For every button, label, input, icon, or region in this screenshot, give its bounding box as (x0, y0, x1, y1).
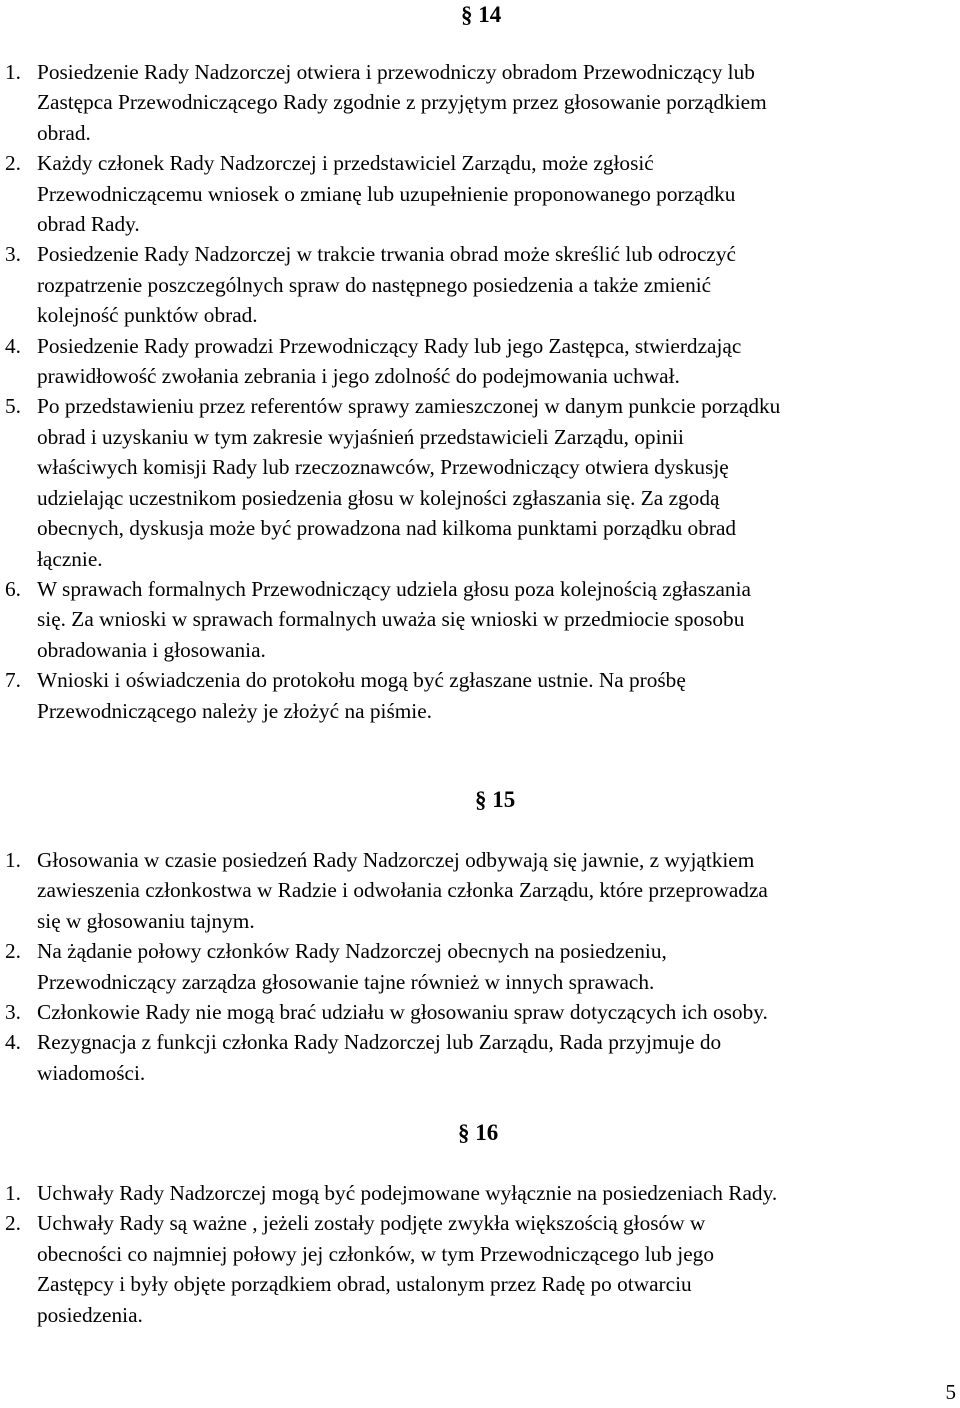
item-text-line: udzielając uczestnikom posiedzenia głosu w kolejności zgłaszania się. Za zgodą (37, 485, 720, 510)
item-text-line: obecnych, dyskusja może być prowadzona nad kilkoma punktami porządku obrad (37, 516, 737, 541)
section-16-list (0, 1178, 960, 1330)
item-text-line: W sprawach formalnych Przewodniczący udziela głosu poza kolejnością zgłaszania (37, 576, 751, 601)
list-item (0, 148, 960, 239)
item-text-line: Posiedzenie Rady Nadzorczej w trakcie trwania obrad może skreślić lub odroczyć (37, 242, 736, 267)
item-number: 1. (5, 1181, 21, 1205)
section-heading-15: § 15 (475, 787, 516, 812)
list-item (0, 391, 960, 573)
item-text-line: Uchwały Rady są ważne , jeżeli zostały podjęte zwykła większością głosów w (37, 1211, 706, 1236)
item-text-line: łącznie. (37, 546, 103, 571)
list-item (0, 239, 960, 330)
item-text-line: Na żądanie połowy członków Rady Nadzorczej obecnych na posiedzeniu, (37, 939, 667, 964)
section-15-list (0, 845, 960, 1088)
item-text-line: Po przedstawieniu przez referentów sprawy zamieszczonej w danym punkcie porządku (37, 394, 781, 419)
item-text-line: Uchwały Rady Nadzorczej mogą być podejmowane wyłącznie na posiedzeniach Rady. (37, 1181, 778, 1205)
item-text-line: Posiedzenie Rady prowadzi Przewodniczący Rady lub jego Zastępca, stwierdzając (37, 333, 742, 358)
list-item (0, 331, 960, 392)
item-number: 4. (5, 1030, 21, 1055)
item-text-line: obrad. (37, 120, 91, 145)
item-text-line: Przewodniczącego należy je złożyć na piśmie. (37, 698, 432, 723)
item-text-line: posiedzenia. (37, 1302, 143, 1327)
item-text-line: się w głosowaniu tajnym. (37, 908, 255, 933)
item-number: 1. (5, 848, 21, 872)
item-text-line: kolejność punktów obrad. (37, 303, 258, 328)
item-text-line: obradowania i głosowania. (37, 637, 266, 662)
item-text-line: Głosowania w czasie posiedzeń Rady Nadzorczej odbywają się jawnie, z wyjątkiem (37, 848, 755, 872)
list-item (0, 1208, 960, 1330)
section-heading-16: § 16 (458, 1120, 499, 1145)
item-number: 4. (5, 333, 21, 358)
item-text-line: się. Za wnioski w sprawach formalnych uważa się wnioski w przedmiocie sposobu (37, 607, 745, 632)
item-number: 1. (5, 60, 21, 84)
list-item (0, 845, 960, 936)
item-text-line: obrad i uzyskaniu w tym zakresie wyjaśnień przedstawicieli Zarządu, opinii (37, 424, 684, 449)
item-number: 3. (5, 242, 21, 267)
item-text-line: rozpatrzenie poszczególnych spraw do następnego posiedzenia a także zmienić (37, 272, 712, 297)
item-text-line: wiadomości. (37, 1060, 146, 1085)
item-number: 6. (5, 576, 21, 601)
list-item (0, 1027, 960, 1088)
item-text-line: Każdy członek Rady Nadzorczej i przedstawiciel Zarządu, może zgłosić (37, 151, 654, 176)
list-item (0, 57, 960, 148)
list-item (0, 936, 960, 997)
item-text-line: obrad Rady. (37, 212, 140, 237)
item-text-line: zawieszenia członkostwa w Radzie i odwołania członka Zarządu, które przeprowadza (37, 878, 768, 903)
item-text-line: prawidłowość zwołania zebrania i jego zdolność do podejmowania uchwał. (37, 364, 680, 389)
list-item (0, 665, 960, 726)
item-number: 3. (5, 1000, 21, 1025)
item-text-line: Posiedzenie Rady Nadzorczej otwiera i przewodniczy obradom Przewodniczący lub (37, 60, 755, 84)
item-text-line: Wnioski i oświadczenia do protokołu mogą być zgłaszane ustnie. Na prośbę (37, 668, 686, 693)
page-number: 5 (945, 1380, 956, 1404)
list-item (0, 574, 960, 665)
item-number: 7. (5, 668, 21, 693)
item-text-line: Przewodniczący zarządza głosowanie tajne również w innych sprawach. (37, 969, 655, 994)
item-text-line: Członkowie Rady nie mogą brać udziału w głosowaniu spraw dotyczących ich osoby. (37, 1000, 768, 1025)
list-item (0, 1178, 960, 1208)
item-text-line: Przewodniczącemu wniosek o zmianę lub uzupełnienie proponowanego porządku (37, 181, 736, 206)
item-number: 5. (5, 394, 21, 419)
item-text-line: Rezygnacja z funkcji członka Rady Nadzorczej lub Zarządu, Rada przyjmuje do (37, 1030, 722, 1055)
item-text-line: Zastępca Przewodniczącego Rady zgodnie z przyjętym przez głosowanie porządkiem (37, 90, 767, 115)
section-14-list (0, 57, 960, 726)
list-item (0, 997, 960, 1027)
section-heading-14: § 14 (461, 2, 502, 27)
item-number: 2. (5, 939, 21, 964)
item-text-line: obecności co najmniej połowy jej członków, w tym Przewodniczącego lub jego (37, 1241, 714, 1266)
item-number: 2. (5, 1211, 21, 1236)
item-text-line: właściwych komisji Rady lub rzeczoznawców, Przewodniczący otwiera dyskusję (37, 455, 729, 480)
item-text-line: Zastępcy i były objęte porządkiem obrad, ustalonym przez Radę po otwarciu (37, 1272, 692, 1297)
item-number: 2. (5, 151, 21, 176)
